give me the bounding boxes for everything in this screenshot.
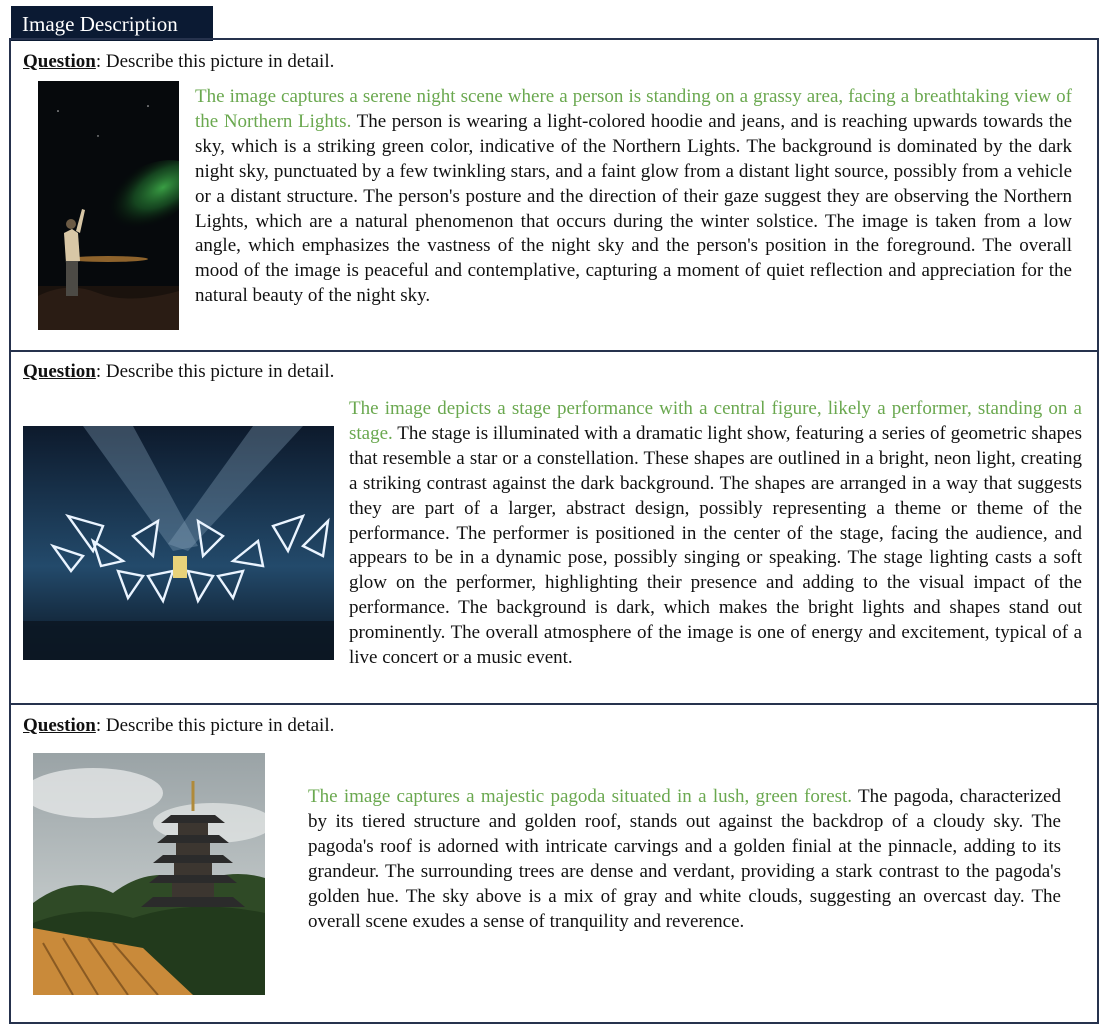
answer-lead: The image captures a majestic pagoda situated in a lush, green forest. [308, 786, 853, 807]
question-label: Question [23, 715, 96, 736]
answer-paragraph [349, 397, 1082, 671]
pagoda-photo [33, 753, 265, 995]
section-title: Image Description [11, 6, 213, 41]
question-text: : Describe this picture in detail. [95, 715, 335, 736]
entry-divider [9, 703, 1099, 705]
question-label: Question [23, 51, 96, 72]
question-line [23, 50, 334, 74]
question-label: Question [23, 361, 96, 382]
answer-body: The person is wearing a light-colored hoodie and jeans, and is reaching upwards towards the sky, which is a striking green color, indicative of the Northern Lights. The background is dominated by the dark night sky, punctuated by a few twinkling stars, and a faint glow from a distant light source, possibly from a vehicle or a distant structure. The person's posture and the direction of their gaze suggest they are observing the Northern Lights, which are a natural phenomenon that occurs during the winter solstice. The image is taken from a low angle, which emphasizes the vastness of the night sky and the person's position in the foreground. The overall mood of the image is peaceful and contemplative, capturing a moment of quiet reflection and appreciation for the natural beauty of the night sky. [195, 110, 1072, 307]
question-line [23, 714, 334, 738]
answer-lead: The image captures a serene night scene where a person is standing on a grassy area, facing a breathtaking view of the Northern Lights. [195, 86, 1072, 132]
answer-body: The pagoda, characterized by its tiered structure and golden roof, stands out against the backdrop of a cloudy sky. The pagoda's roof is adorned with intricate carvings and a golden finial at the pinnacle, adding to its grandeur. The surrounding trees are dense and verdant, providing a stark contrast to the pagoda's golden hue. The sky above is a mix of gray and white clouds, suggesting an overcast day. The overall scene exudes a sense of tranquility and reverence. [308, 786, 1061, 932]
northern-lights-photo [38, 81, 179, 330]
stage-performance-photo [23, 426, 334, 660]
question-text: : Describe this picture in detail. [95, 51, 335, 72]
question-text: : Describe this picture in detail. [95, 361, 335, 382]
answer-paragraph [308, 785, 1061, 934]
answer-paragraph [195, 85, 1072, 309]
question-line [23, 360, 334, 384]
answer-lead: The image depicts a stage performance with a central figure, likely a performer, standing on a stage. [349, 398, 1082, 444]
entry-divider [9, 350, 1099, 352]
answer-body: The stage is illuminated with a dramatic light show, featuring a series of geometric shapes that resemble a star or a constellation. These shapes are outlined in a bright, neon light, creating a striking contrast against the dark background. The shapes are arranged in a way that suggests they are part of a larger, abstract design, possibly representing a theme or theme of the performance. The performer is positioned in the center of the stage, facing the audience, and appears to be in a dynamic pose, possibly singing or speaking. The stage lighting casts a soft glow on the performer, highlighting their presence and adding to the visual impact of the performance. The background is dark, which makes the bright lights and shapes stand out prominently. The overall atmosphere of the image is one of energy and excitement, typical of a live concert or a music event. [349, 422, 1082, 669]
